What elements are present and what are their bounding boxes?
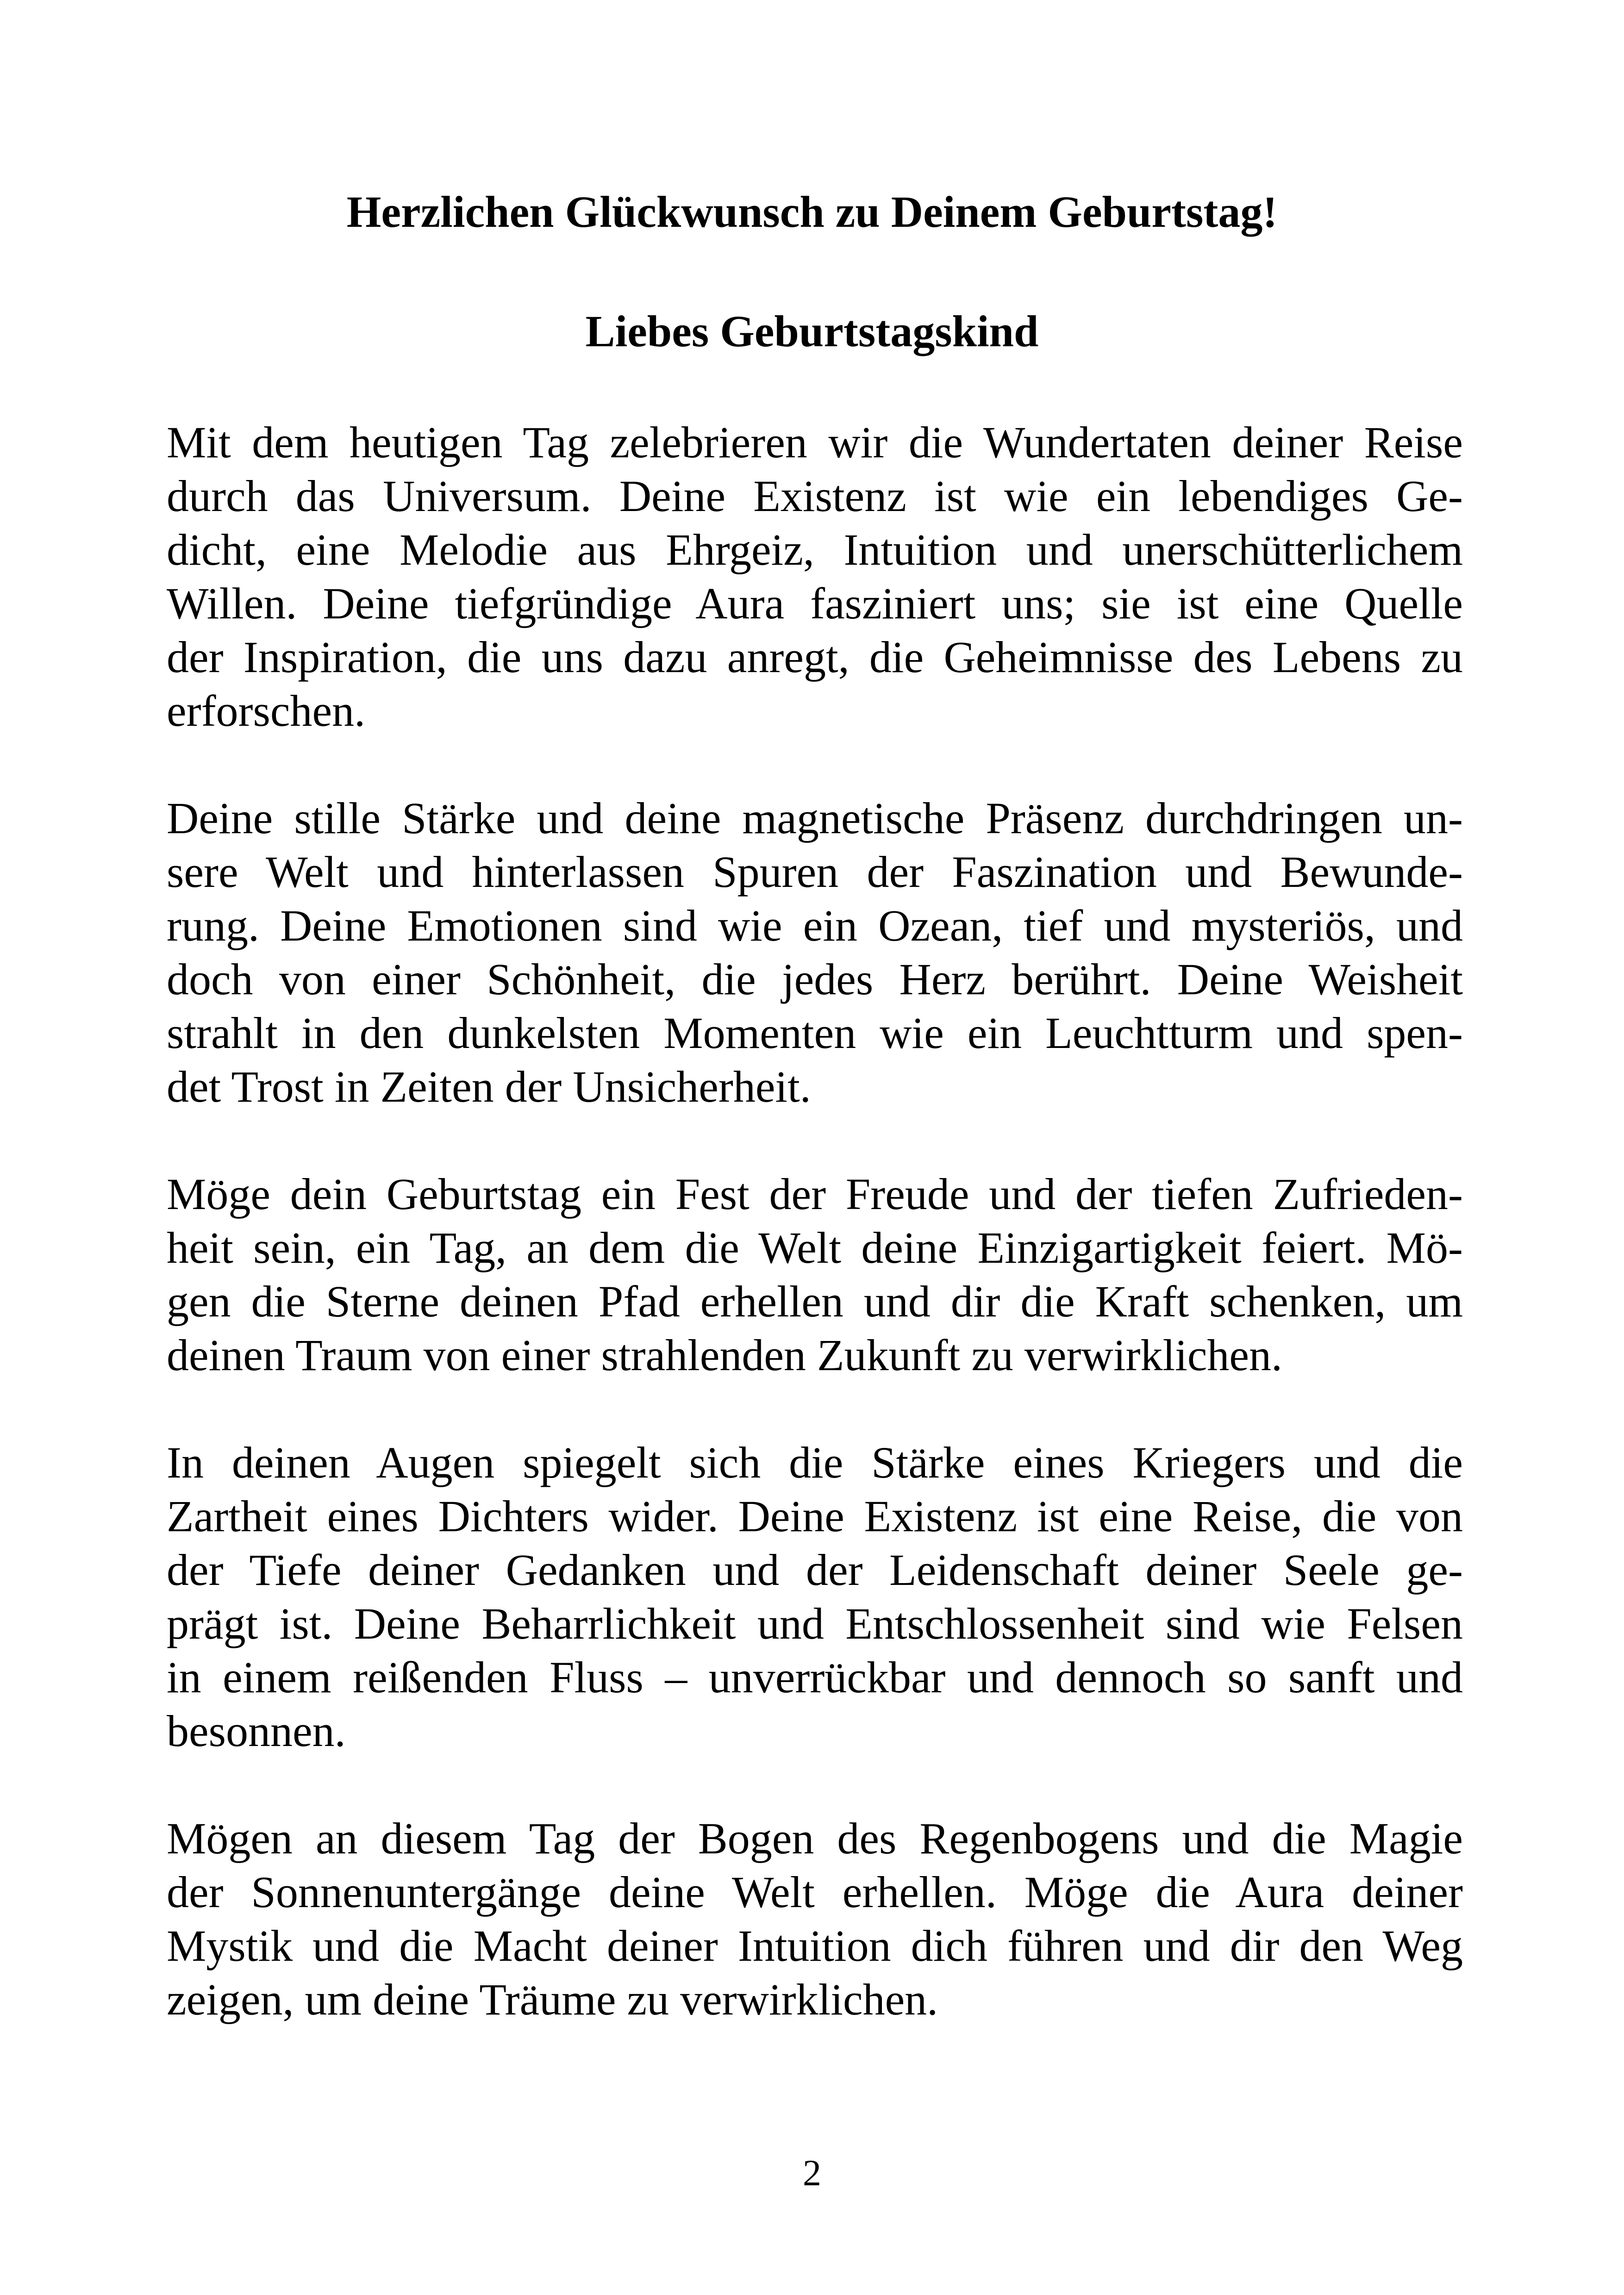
text-line: prägt ist. Deine Beharrlichkeit und Entschlossenheit sind wie Felsen — [167, 1599, 1463, 1648]
text-line: rung. Deine Emotionen sind wie ein Ozean, tief und mysteriös, und — [167, 901, 1463, 950]
text-line: doch von einer Schönheit, die jedes Herz berührt. Deine Weisheit — [167, 954, 1463, 1004]
text-line: Mögen an diesem Tag der Bogen des Regenbogens und die Magie — [167, 1814, 1463, 1863]
text-line: det Trost in Zeiten der Unsicherheit. — [167, 1062, 811, 1111]
text-line: Deine stille Stärke und deine magnetische Präsenz durchdringen un- — [167, 793, 1463, 843]
text-line: In deinen Augen spiegelt sich die Stärke eines Kriegers und die — [167, 1438, 1463, 1487]
text-line: Möge dein Geburtstag ein Fest der Freude und der tiefen Zufrieden- — [167, 1169, 1463, 1219]
text-line: strahlt in den dunkelsten Momenten wie ein Leuchtturm und spen- — [167, 1008, 1463, 1058]
text-line: zeigen, um deine Träume zu verwirklichen. — [167, 1975, 938, 2024]
page-number: 2 — [803, 2153, 821, 2194]
text-line: sere Welt und hinterlassen Spuren der Faszination und Bewunde- — [167, 847, 1463, 897]
text-line: gen die Sterne deinen Pfad erhellen und dir die Kraft schenken, um — [167, 1277, 1463, 1326]
paragraph-5 — [167, 1812, 1463, 2027]
text-line: Mit dem heutigen Tag zelebrieren wir die Wundertaten deiner Reise — [167, 418, 1463, 467]
page-title: Herzlichen Glückwunsch zu Deinem Geburtstag! — [346, 187, 1278, 237]
text-line: deinen Traum von einer strahlenden Zukunft zu verwirklichen. — [167, 1330, 1283, 1380]
paragraph-1 — [167, 416, 1463, 738]
text-line: durch das Universum. Deine Existenz ist wie ein lebendiges Ge- — [167, 471, 1463, 521]
text-line: der Inspiration, die uns dazu anregt, die Geheimnisse des Lebens zu — [167, 632, 1463, 682]
page-subtitle: Liebes Geburtstagskind — [585, 306, 1039, 356]
text-line: Mystik und die Macht deiner Intuition dich führen und dir den Weg — [167, 1921, 1463, 1971]
text-line: dicht, eine Melodie aus Ehrgeiz, Intuition und unerschütterlichem — [167, 525, 1463, 574]
paragraph-2 — [167, 792, 1463, 1114]
text-line: der Tiefe deiner Gedanken und der Leidenschaft deiner Seele ge- — [167, 1545, 1463, 1595]
text-line: heit sein, ein Tag, an dem die Welt deine Einzigartigkeit feiert. Mö- — [167, 1223, 1463, 1272]
text-line: in einem reißenden Fluss – unverrückbar und dennoch so sanft und — [167, 1653, 1463, 1702]
text-line: Willen. Deine tiefgründige Aura fasziniert uns; sie ist eine Quelle — [167, 579, 1463, 628]
text-line: erforschen. — [167, 686, 366, 736]
paragraph-4 — [167, 1436, 1463, 1758]
text-line: besonnen. — [167, 1706, 346, 1756]
text-line: Zartheit eines Dichters wider. Deine Existenz ist eine Reise, die von — [167, 1491, 1463, 1541]
text-line: der Sonnenuntergänge deine Welt erhellen. Möge die Aura deiner — [167, 1867, 1463, 1917]
paragraph-3 — [167, 1167, 1463, 1382]
